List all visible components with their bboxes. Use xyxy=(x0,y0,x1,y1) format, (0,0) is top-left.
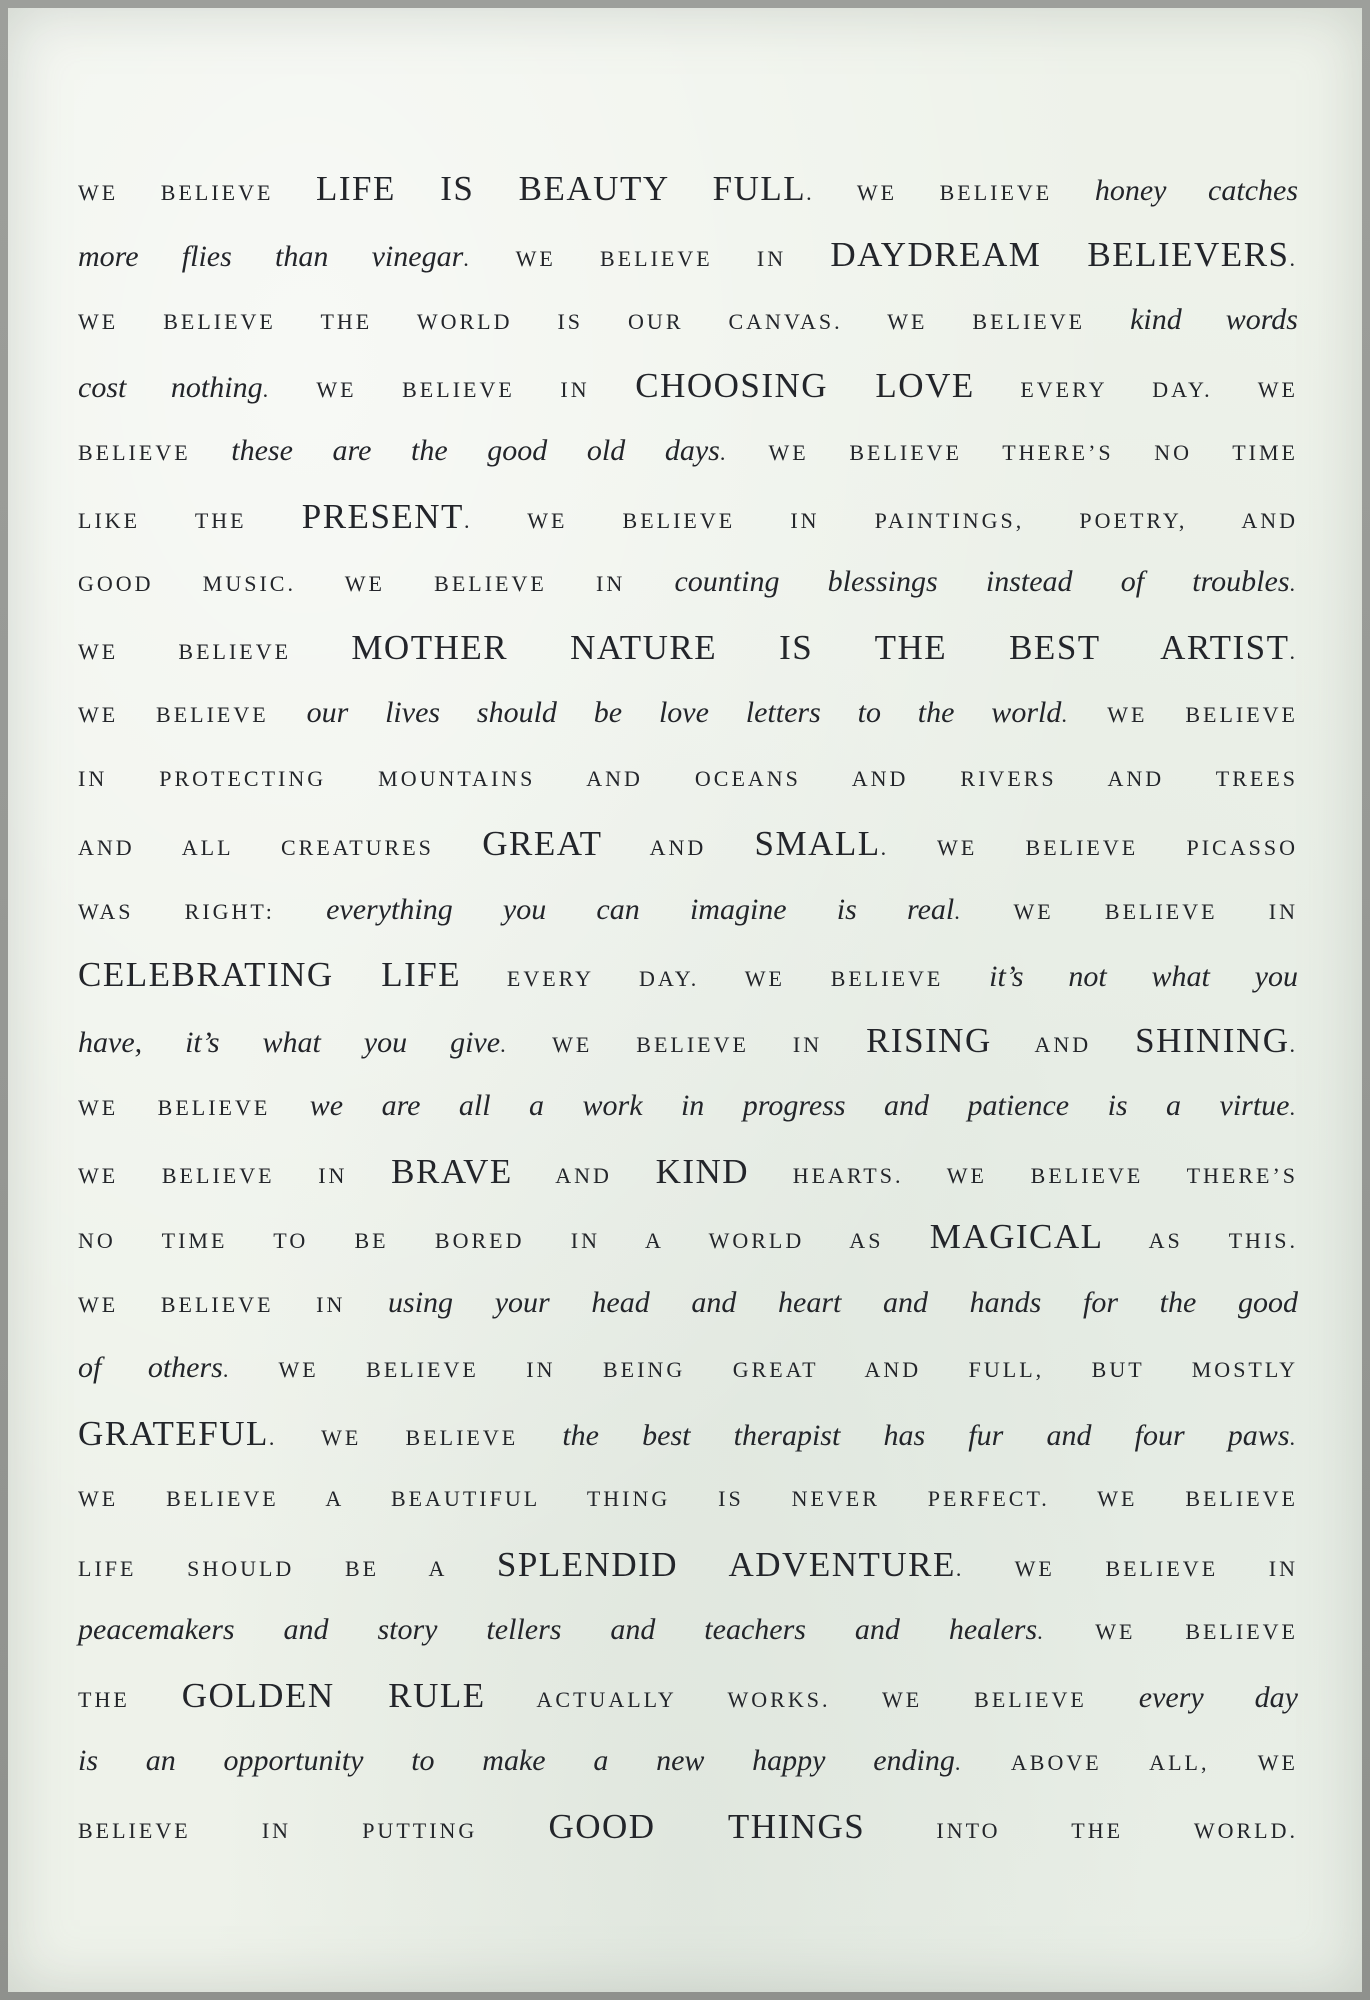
small-caps-text: . xyxy=(1289,571,1298,596)
small-caps-text: WE BELIEVE IN xyxy=(78,1162,392,1188)
manifesto-line xyxy=(78,156,1298,222)
emphasis-italic-text: everything you can imagine is real xyxy=(326,892,955,926)
manifesto-line xyxy=(78,222,1298,288)
emphasis-caps-text: MOTHER NATURE IS THE BEST ARTIST xyxy=(351,627,1290,667)
small-caps-text: . ABOVE ALL, WE xyxy=(954,1750,1298,1775)
small-caps-text: . WE BELIEVE xyxy=(268,1424,563,1450)
small-caps-text: . WE BELIEVE IN xyxy=(954,898,1298,924)
emphasis-italic-text: it’s not what you xyxy=(989,960,1298,993)
emphasis-italic-text: these are the good old days xyxy=(231,434,720,467)
small-caps-text: LIKE THE xyxy=(78,507,302,533)
small-caps-text: . WE BELIEVE THERE’S NO TIME xyxy=(719,440,1298,465)
small-caps-text: WE BELIEVE IN xyxy=(78,1291,389,1317)
small-caps-text: . WE BELIEVE xyxy=(1061,702,1298,727)
small-caps-text: . xyxy=(1289,1424,1298,1450)
emphasis-caps-text: DAYDREAM BELIEVERS xyxy=(830,234,1290,274)
manifesto-line xyxy=(78,1532,1298,1598)
small-caps-text: GOOD MUSIC. WE BELIEVE IN xyxy=(78,571,675,596)
emphasis-italic-text: of others xyxy=(78,1351,223,1384)
small-caps-text: . WE BELIEVE PICASSO xyxy=(880,835,1298,860)
emphasis-caps-text: LIFE IS BEAUTY FULL xyxy=(316,169,807,208)
emphasis-italic-text: kind words xyxy=(1130,303,1298,336)
small-caps-text: WE BELIEVE THE WORLD IS OUR CANVAS. WE BELIEVE xyxy=(78,309,1131,334)
emphasis-caps-text: CELEBRATING LIFE xyxy=(78,955,462,994)
emphasis-caps-text: GREAT xyxy=(482,824,603,863)
small-caps-text: BELIEVE xyxy=(78,440,232,465)
small-caps-text: AND xyxy=(991,1031,1136,1057)
manifesto-line xyxy=(78,484,1298,550)
emphasis-italic-text: peacemakers and story tellers and teachers and healers xyxy=(78,1613,1038,1646)
emphasis-caps-text: MAGICAL xyxy=(929,1217,1104,1256)
emphasis-caps-text: CHOOSING LOVE xyxy=(635,365,975,405)
small-caps-text: LIFE SHOULD BE A xyxy=(78,1555,497,1581)
emphasis-italic-text: every day xyxy=(1138,1680,1298,1714)
small-caps-text: HEARTS. WE BELIEVE THERE’S xyxy=(749,1162,1299,1188)
emphasis-italic-text: we are all a work in progress and patience is a virtue xyxy=(309,1089,1290,1122)
small-caps-text: EVERY DAY. WE BELIEVE xyxy=(461,966,990,991)
small-caps-text: AS THIS. xyxy=(1103,1228,1299,1253)
small-caps-text: . WE BELIEVE IN PAINTINGS, POETRY, AND xyxy=(463,507,1298,533)
emphasis-italic-text: counting blessings instead of troubles xyxy=(674,565,1290,598)
emphasis-caps-text: GOOD THINGS xyxy=(548,1806,866,1846)
emphasis-italic-text: honey catches xyxy=(1094,174,1298,207)
manifesto-line xyxy=(78,418,1298,484)
small-caps-text: . WE BELIEVE xyxy=(1037,1619,1298,1644)
small-caps-text: BELIEVE IN PUTTING xyxy=(78,1817,549,1843)
paper-sheet xyxy=(8,8,1362,1992)
manifesto-text xyxy=(78,156,1298,1859)
emphasis-caps-text: SHINING xyxy=(1135,1020,1290,1060)
manifesto-line xyxy=(78,1139,1298,1205)
emphasis-caps-text: BRAVE xyxy=(391,1151,513,1191)
emphasis-caps-text: SMALL xyxy=(754,824,881,863)
emphasis-caps-text: RISING xyxy=(866,1020,992,1060)
small-caps-text: IN PROTECTING MOUNTAINS AND OCEANS AND RIVERS AND TREES xyxy=(78,765,1298,791)
small-caps-text: . xyxy=(1289,1095,1298,1120)
small-caps-text: EVERY DAY. WE xyxy=(974,376,1298,402)
small-caps-text: . WE BELIEVE IN xyxy=(262,376,636,402)
small-caps-text: WE BELIEVE xyxy=(78,180,317,205)
small-caps-text: WE BELIEVE xyxy=(78,702,307,727)
small-caps-text: AND xyxy=(602,835,755,860)
small-caps-text: AND ALL CREATURES xyxy=(78,835,483,860)
small-caps-text: NO TIME TO BE BORED IN A WORLD AS xyxy=(78,1228,930,1253)
manifesto-line xyxy=(78,615,1298,681)
emphasis-italic-text: our lives should be love letters to the world xyxy=(306,696,1062,729)
small-caps-text: WAS RIGHT: xyxy=(78,898,327,924)
small-caps-text: . WE BELIEVE IN BEING GREAT AND FULL, BUT MOSTLY xyxy=(222,1357,1298,1382)
manifesto-line xyxy=(78,1401,1298,1467)
manifesto-line xyxy=(78,746,1298,812)
manifesto-line xyxy=(78,353,1298,419)
emphasis-caps-text: GRATEFUL xyxy=(78,1413,269,1453)
manifesto-line xyxy=(78,942,1298,1008)
emphasis-caps-text: SPLENDID ADVENTURE xyxy=(496,1544,956,1584)
small-caps-text: . WE BELIEVE xyxy=(806,180,1095,205)
emphasis-caps-text: GOLDEN RULE xyxy=(181,1675,486,1715)
small-caps-text: INTO THE WORLD. xyxy=(865,1817,1298,1843)
manifesto-line xyxy=(78,811,1298,877)
emphasis-italic-text: more flies than vinegar xyxy=(78,239,464,273)
small-caps-text: . WE BELIEVE IN xyxy=(463,245,831,271)
emphasis-italic-text: the best therapist has fur and four paws xyxy=(562,1418,1290,1452)
manifesto-line xyxy=(78,1335,1298,1401)
manifesto-line xyxy=(78,1597,1298,1663)
manifesto-line xyxy=(78,1270,1298,1336)
small-caps-text: AND xyxy=(512,1162,656,1188)
small-caps-text: ACTUALLY WORKS. WE BELIEVE xyxy=(485,1686,1139,1712)
emphasis-caps-text: KIND xyxy=(655,1151,750,1191)
small-caps-text: WE BELIEVE xyxy=(78,1095,310,1120)
small-caps-text: WE BELIEVE xyxy=(78,638,352,664)
manifesto-line xyxy=(78,680,1298,746)
emphasis-italic-text: have, it’s what you give xyxy=(78,1025,501,1059)
manifesto-line xyxy=(78,287,1298,353)
manifesto-line xyxy=(78,549,1298,615)
manifesto-line xyxy=(78,1073,1298,1139)
manifesto-line xyxy=(78,1204,1298,1270)
manifesto-line xyxy=(78,1728,1298,1794)
small-caps-text: WE BELIEVE A BEAUTIFUL THING IS NEVER PERFECT. WE BELIEVE xyxy=(78,1486,1298,1511)
small-caps-text: . WE BELIEVE IN xyxy=(500,1031,867,1057)
manifesto-line xyxy=(78,1794,1298,1860)
small-caps-text: THE xyxy=(78,1686,182,1712)
emphasis-italic-text: cost nothing xyxy=(78,370,263,404)
emphasis-caps-text: PRESENT xyxy=(301,496,464,536)
manifesto-line xyxy=(78,1663,1298,1729)
manifesto-line xyxy=(78,877,1298,943)
manifesto-line xyxy=(78,1466,1298,1532)
small-caps-text: . xyxy=(1289,638,1298,664)
small-caps-text: . xyxy=(1289,1031,1299,1057)
small-caps-text: . WE BELIEVE IN xyxy=(955,1555,1298,1581)
emphasis-italic-text: using your head and heart and hands for the good xyxy=(388,1285,1298,1319)
emphasis-italic-text: is an opportunity to make a new happy ending xyxy=(78,1744,955,1777)
small-caps-text: . xyxy=(1289,245,1298,271)
manifesto-line xyxy=(78,1008,1298,1074)
